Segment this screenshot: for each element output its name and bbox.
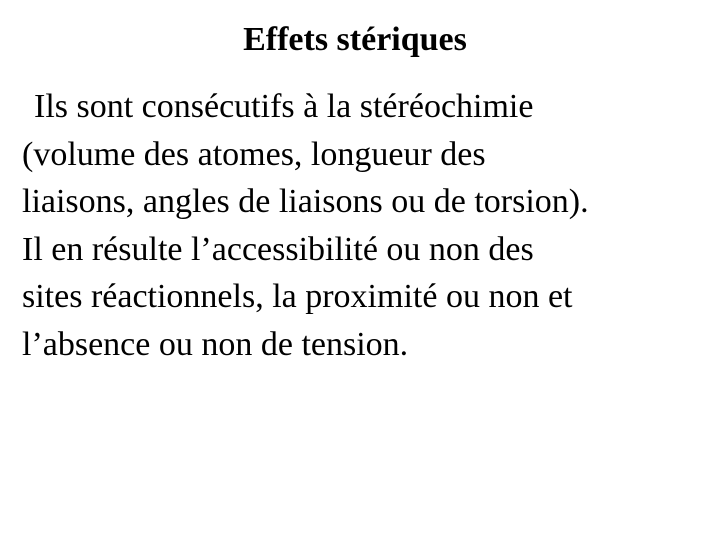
body-line-6: l’absence ou non de tension. [22, 325, 409, 363]
body-line-4: Il en résulte l’accessibilité ou non des [22, 230, 534, 268]
slide-title: Effets stériques [243, 21, 467, 58]
body-line-3: liaisons, angles de liaisons ou de torsion). [22, 183, 589, 220]
body-line-1: Ils sont consécutifs à la stéréochimie [34, 88, 534, 125]
slide-body [22, 83, 712, 368]
body-line-2: (volume des atomes, longueur des [22, 135, 486, 173]
body-line-5: sites réactionnels, la proximité ou non et [22, 278, 573, 315]
